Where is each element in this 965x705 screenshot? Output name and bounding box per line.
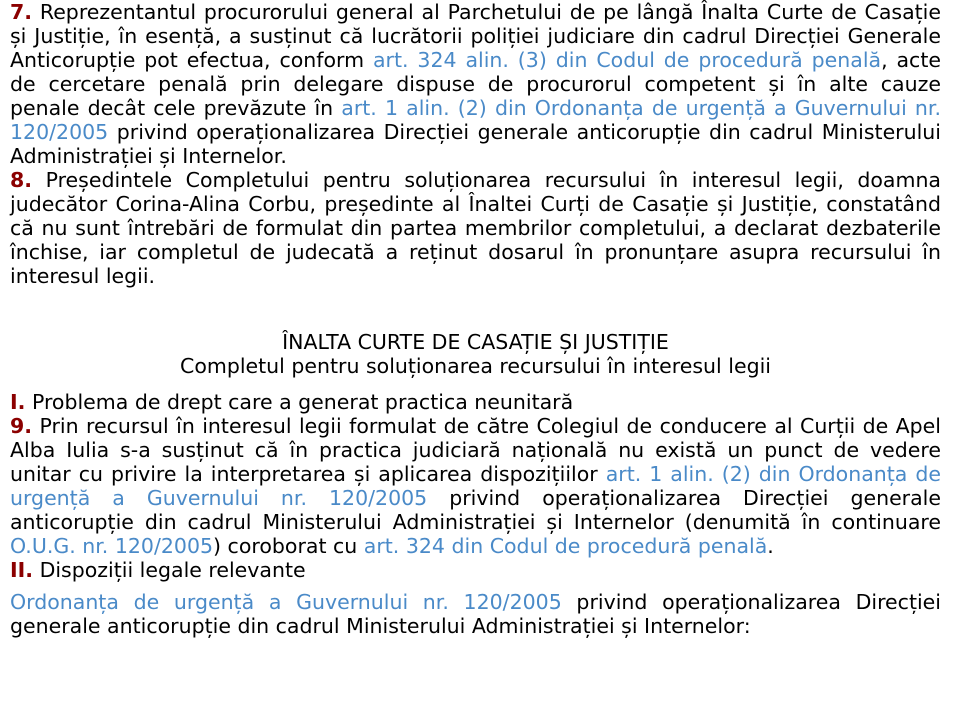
law-link-art-1-oug[interactable]: art. 1 alin. (2) din Ordonanța de urgență a Guvernului nr. 120/2005 bbox=[10, 96, 941, 144]
paragraph-text: privind operaționalizarea Direcției generale anticorupție din cadrul Ministerului Administrației și Internelor: bbox=[10, 590, 941, 638]
law-link-art-324-cpp[interactable]: art. 324 alin. (3) din Codul de procedură penală bbox=[372, 48, 882, 72]
section-title: Dispoziții legale relevante bbox=[33, 558, 306, 582]
document-body bbox=[10, 0, 941, 638]
paragraph-text: privind operaționalizarea Direcției generale anticorupție din cadrul Ministerului Administrației și Internelor (denumită în continuare bbox=[10, 486, 941, 534]
paragraph-7 bbox=[10, 0, 941, 168]
paragraph-number: 9. bbox=[10, 414, 33, 438]
paragraph-text: , acte de cercetare penală prin delegare dispuse de procurorul competent și în alte cauze penale decât cele prevăzute în bbox=[10, 48, 941, 120]
paragraph-text: Reprezentantul procurorului general al Parchetului de pe lângă Înalta Curte de Casație și Justiție, în esență, a susținut că lucrătorii poliției judiciare din cadrul Direcției Generale Anticorupție pot efectua, conform bbox=[10, 0, 941, 72]
paragraph-text: ) coroborat cu bbox=[213, 534, 364, 558]
paragraph-10 bbox=[10, 590, 941, 638]
panel-heading: Completul pentru soluționarea recursului în interesul legii bbox=[180, 354, 771, 378]
law-link-oug-120[interactable]: O.U.G. nr. 120/2005 bbox=[10, 534, 214, 558]
section-title: Problema de drept care a generat practica neunitară bbox=[25, 390, 574, 414]
paragraph-number: 7. bbox=[10, 0, 33, 24]
paragraph-text: Președintele Completului pentru soluționarea recursului în interesul legii, doamna judecător Corina-Alina Corbu, președinte al Înaltei Curți de Casație și Justiție, constatând că nu sunt întrebări de formulat din partea membrilor completului, a declarat dezbaterile închise, iar completul de judecată a reținut dosarul în pronunțare asupra recursului în interesul legii. bbox=[10, 168, 941, 288]
law-link-art-1-oug[interactable]: art. 1 alin. (2) din Ordonanța de urgență a Guvernului nr. 120/2005 bbox=[10, 462, 941, 510]
paragraph-text: . bbox=[767, 534, 774, 558]
law-link-oug-120-2005[interactable]: Ordonanța de urgență a Guvernului nr. 120/2005 bbox=[10, 590, 562, 614]
court-heading: ÎNALTA CURTE DE CASAȚIE ȘI JUSTIȚIE bbox=[282, 330, 669, 354]
paragraph-text: privind operaționalizarea Direcției generale anticorupție din cadrul Ministerului Administrației și Internelor. bbox=[10, 120, 941, 168]
section-number: II. bbox=[10, 558, 34, 582]
section-2-heading bbox=[10, 558, 941, 582]
section-1-heading bbox=[10, 390, 941, 414]
law-link-art-324-cpp[interactable]: art. 324 din Codul de procedură penală bbox=[363, 534, 768, 558]
section-number: I. bbox=[10, 390, 26, 414]
paragraph-number: 8. bbox=[10, 168, 33, 192]
paragraph-8 bbox=[10, 168, 941, 288]
paragraph-9 bbox=[10, 414, 941, 558]
paragraph-text: Prin recursul în interesul legii formulat de către Colegiul de conducere al Curții de Apel Alba Iulia s-a susținut că în practica judiciară națională nu există un punct de vedere unitar cu privire la interpretarea și aplicarea dispozițiilor bbox=[10, 414, 941, 486]
